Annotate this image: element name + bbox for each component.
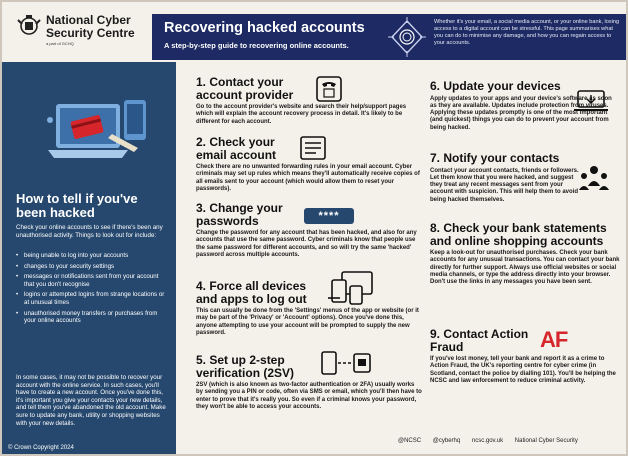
org-sub: a part of GCHQ — [46, 41, 74, 46]
list-item: • being unable to log into your accounts — [16, 252, 166, 260]
step-7-title: 7. Notify your contacts — [430, 151, 560, 165]
page-subtitle: A step-by-step guide to recovering online accounts. — [164, 41, 349, 50]
step-3-body: Change the password for any account that has been hacked, and also for any accounts that use the same password. Cyber criminals know that people use the same password for different accounts, and so will try the same 'hacked' password across multiple accounts. — [196, 230, 417, 258]
step-5-title: 5. Set up 2-step verification (2SV) — [196, 353, 295, 380]
step-7-body: Contact your account contacts, friends or followers. Let them know that you were hacked, and suggest they treat any recent messages sent from your account with suspicion. This will help them to avoid being hacked themselves. — [430, 167, 579, 203]
step-2-title: 2. Check your email account — [196, 135, 277, 162]
step-5 — [196, 354, 422, 411]
org-name: National Cyber Security Centre — [46, 13, 135, 40]
list-item: • messages or notifications sent from your account that you don't recognise — [16, 273, 166, 288]
step-2-body: Check there are no unwanted forwarding rules in your email account. Cyber criminals may set up rules which means they'll automatically receive copies of all emails sent to your account (which would allow them to reset your passwords). — [196, 164, 420, 192]
royal-crest-icon — [16, 14, 42, 38]
step-9-title: 9. Contact Action Fraud — [430, 327, 529, 354]
laptop-update-icon — [574, 90, 608, 112]
left-intro: Check your online accounts to see if there's been any unauthorised activity. Things to look out for include: — [16, 224, 163, 239]
step-1 — [196, 76, 422, 126]
left-title: How to tell if you've been hacked — [16, 191, 138, 220]
two-step-verification-icon — [320, 350, 372, 376]
step-9-body: If you've lost money, tell your bank and report it as a crime to Action Fraud, the UK's reporting centre for cyber crime (in Scotland, contact the police by dialling 101). You'll be helping the NCSC and law enforcement to reduce criminal activity. — [430, 356, 616, 384]
poster — [2, 2, 626, 454]
multiple-devices-icon — [328, 270, 376, 306]
hacked-laptop-icon — [42, 90, 152, 178]
twitter-handle[interactable]: @NCSC — [398, 438, 422, 444]
list-item: • unauthorised money transfers or purchases from your online accounts — [16, 310, 166, 325]
left-panel — [2, 62, 176, 454]
header-banner — [152, 14, 626, 60]
step-8-body: Keep a look-out for unauthorised purchases. Check your bank accounts for any unusual transactions. You can contact your bank directly for further support. Always use official websites or social media channels, or type the address directly into your browser. Don't use the links in any messages you have been sent. — [430, 250, 620, 286]
step-4-body: This can usually be done from the 'Settings' menus of the app or website (or it may be part of the 'Privacy' or 'Account' options). Once you've done this, anyone attempting to use your account will be prompted to supply the new password. — [196, 308, 419, 336]
step-6-body: Apply updates to your apps and your device's software as soon as they are available. Updates include protection from viruses. Applying these updates promptly is one of the most important (and quickest) things you can do to prevent your account from being hacked. — [430, 95, 612, 131]
intro-text: Whether it's your email, a social media account, or your online bank, losing access to a digital account can be stressful. This page summarises what you can do to minimise any damage, and how you can regain access to your accounts. — [434, 19, 620, 46]
instagram-handle[interactable]: @cyberhq — [432, 438, 461, 444]
footer-social — [398, 438, 588, 444]
step-3-title: 3. Change your passwords — [196, 201, 283, 228]
step-1-body: Go to the account provider's website and search their help/support pages which will explain the account recovery process in detail. It's likely to be different for each account. — [196, 104, 407, 125]
list-item: • logins or attempted logins from strange locations or at unusual times — [16, 291, 166, 306]
linkedin-handle[interactable]: National Cyber Security — [514, 438, 578, 444]
step-4 — [196, 280, 422, 337]
password-badge: **** — [304, 208, 354, 224]
phone-icon — [316, 76, 342, 102]
page-title: Recovering hacked accounts — [164, 20, 365, 36]
copyright: © Crown Copyright 2024 — [8, 445, 74, 451]
step-8 — [430, 222, 620, 286]
step-9 — [430, 328, 620, 385]
step-5-body: 2SV (which is also known as two-factor authentication or 2FA) usually works by sending you a PIN or code, often via SMS or email, which you'll then have to enter to prove that it's really you. So even if a criminal knows your password, they won't be able to access your accounts. — [196, 382, 422, 410]
email-icon — [300, 136, 326, 160]
step-4-title: 4. Force all devices and apps to log out — [196, 279, 307, 306]
action-fraud-logo: AF — [540, 327, 568, 352]
fingerprint-chip-icon — [388, 17, 426, 57]
step-8-title: 8. Check your bank statements and online shopping accounts — [430, 221, 607, 248]
contacts-group-icon — [578, 162, 610, 192]
step-6-title: 6. Update your devices — [430, 79, 561, 93]
left-outro: In some cases, it may not be possible to recover your account with the online service. In such cases, you'll have to create a new account. Once you've done this, it's important you give your contacts your new details, and tell them you've abandoned the old account. Make sure to update any bank, utility or shopping websites with your new details. — [16, 374, 166, 427]
ncsc-logo — [16, 12, 146, 56]
website-link[interactable]: ncsc.gov.uk — [471, 438, 504, 444]
warning-signs-list — [16, 252, 166, 328]
step-1-title: 1. Contact your account provider — [196, 75, 294, 102]
list-item: • changes to your security settings — [16, 263, 166, 271]
